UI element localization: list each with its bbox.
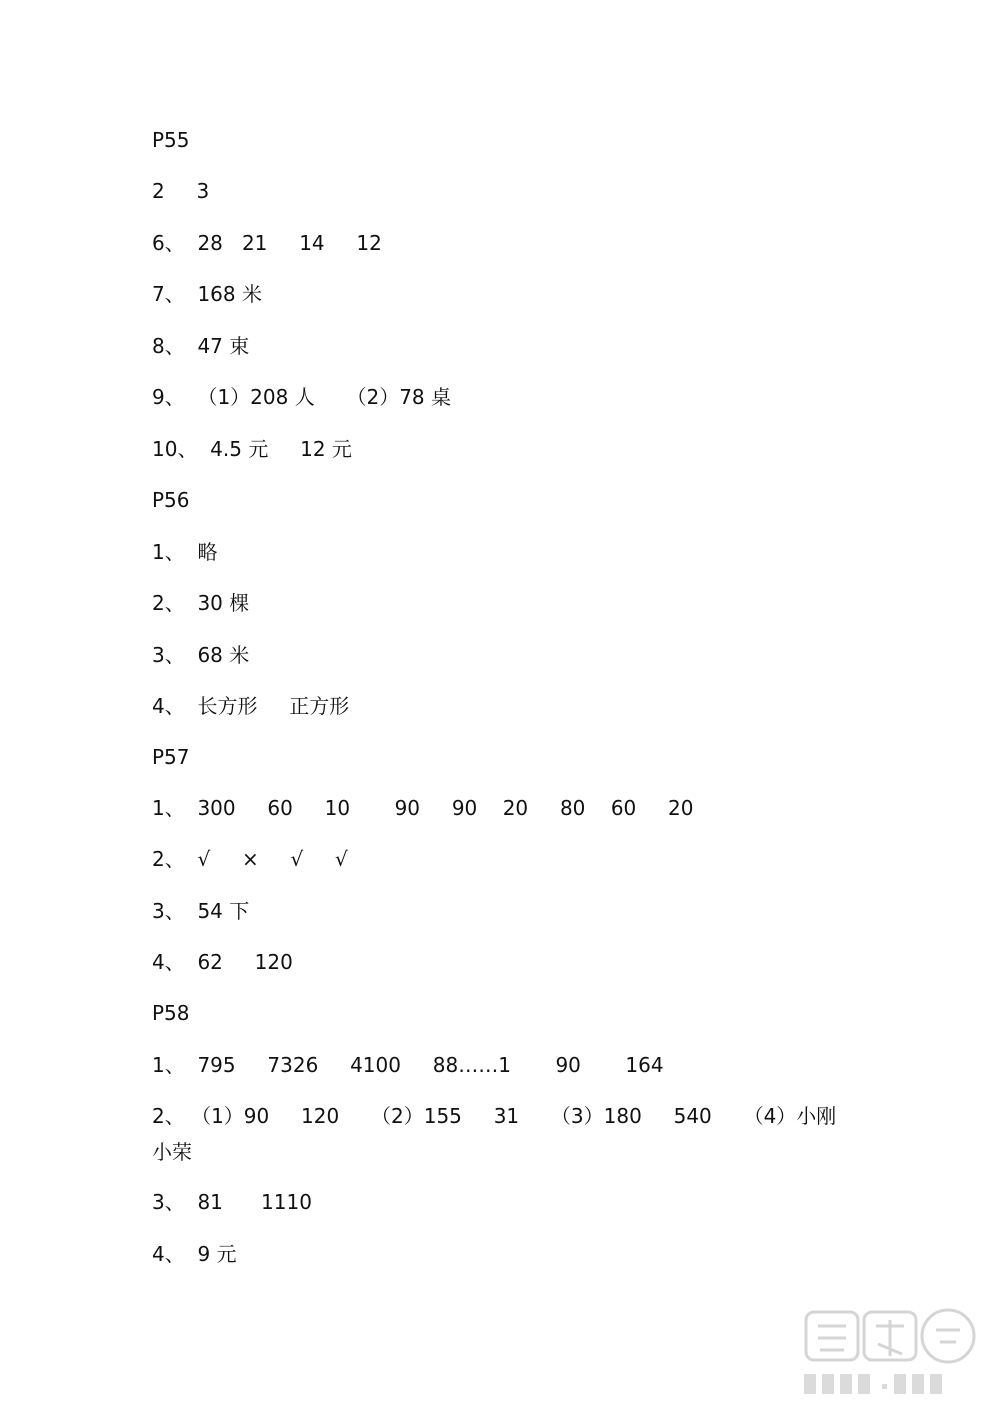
answer-line: 10、 4.5 元 12 元 [152, 437, 352, 461]
answer-line: 4、 9 元 [152, 1242, 237, 1266]
answer-line: 2 3 [152, 179, 210, 203]
answer-line-wrapped: 2、 （1）90 120 （2）155 31 （3）180 540 （4）小刚 小荣 [152, 1104, 843, 1164]
answer-line: 4、 62 120 [152, 950, 293, 974]
answer-line: 7、 168 米 [152, 282, 262, 306]
answer-line: 4、 长方形 正方形 [152, 694, 350, 718]
answer-line: 1、 795 7326 4100 88……1 90 164 [152, 1053, 664, 1077]
page-heading-p57: P57 [152, 745, 190, 769]
answer-line: 2、 30 棵 [152, 591, 250, 615]
watermark-logo [798, 1304, 988, 1404]
answer-line: 8、 47 束 [152, 334, 250, 358]
answer-line: 2、 √ × √ √ [152, 847, 348, 871]
page-heading-p58: P58 [152, 1001, 190, 1025]
answer-line: 1、 300 60 10 90 90 20 80 60 20 [152, 796, 694, 820]
page-heading-p55: P55 [152, 128, 190, 152]
answer-line: 6、 28 21 14 12 [152, 231, 382, 255]
answer-line: 1、 略 [152, 540, 218, 564]
answer-line: 9、 （1）208 人 （2）78 桌 [152, 385, 452, 409]
page-heading-p56: P56 [152, 488, 190, 512]
answer-line: 3、 81 1110 [152, 1190, 312, 1214]
answer-line: 3、 68 米 [152, 643, 250, 667]
answer-line: 3、 54 下 [152, 899, 250, 923]
